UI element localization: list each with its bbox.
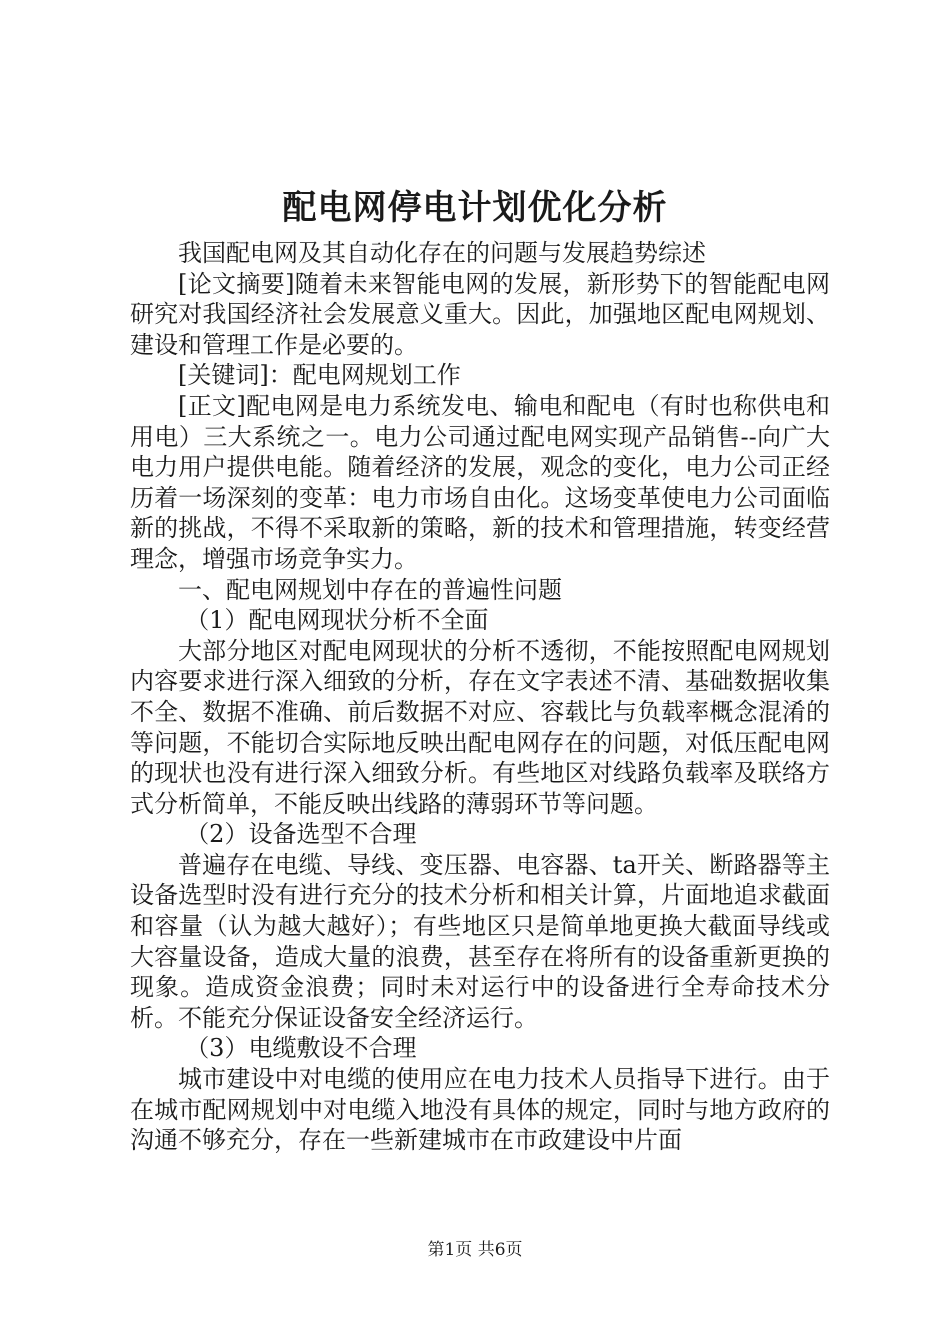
paragraph-main-text: [正文]配电网是电力系统发电、输电和配电（有时也称供电和用电）三大系统之一。电力公司通过配电网实现产品销售--向广大电力用户提供电能。随着经济的发展，观念的变化，电力公司正经历着一场深刻的变革：电力市场自由化。这场变革使电力公司面临新的挑战，不得不采取新的策略，新的技术和管理措施，转变经营理念，增强市场竞争实力。 (130, 391, 830, 573)
subsection-heading-1: （1）配电网现状分析不全面 (185, 606, 489, 635)
subsection-heading-3: （3）电缆敷设不合理 (185, 1034, 417, 1063)
paragraph-subtitle: 我国配电网及其自动化存在的问题与发展趋势综述 (178, 239, 706, 267)
section-heading-1: 一、配电网规划中存在的普遍性问题 (178, 575, 562, 604)
subsection-heading-2: （2）设备选型不合理 (185, 820, 417, 849)
document-title: 配电网停电计划优化分析 (282, 188, 668, 228)
paragraph-keywords: [关键词]：配电网规划工作 (178, 361, 461, 390)
paragraph-abstract: [论文摘要]随着未来智能电网的发展，新形势下的智能配电网研究对我国经济社会发展意义重大。因此，加强地区配电网规划、建设和管理工作是必要的。 (130, 269, 830, 359)
paragraph-status-analysis: 大部分地区对配电网现状的分析不透彻，不能按照配电网规划内容要求进行深入细致的分析，存在文字表述不清、基础数据收集不全、数据不准确、前后数据不对应、容载比与负载率概念混淆的等问题，不能切合实际地反映出配电网存在的问题，对低压配电网的现状也没有进行深入细致分析。有些地区对线路负载率及联络方式分析简单，不能反映出线路的薄弱环节等问题。 (130, 636, 830, 818)
page-footer: 第1页 共6页 (427, 1240, 523, 1260)
document-body (130, 238, 830, 1156)
paragraph-equipment-selection: 普遍存在电缆、导线、变压器、电容器、ta开关、断路器等主设备选型时没有进行充分的技术分析和相关计算，片面地追求截面和容量（认为越大越好）；有些地区只是简单地更换大截面导线或大容量设备，造成大量的浪费，甚至存在将所有的设备重新更换的现象。造成资金浪费；同时未对运行中的设备进行全寿命技术分析。不能充分保证设备安全经济运行。 (130, 850, 830, 1032)
paragraph-cable-laying: 城市建设中对电缆的使用应在电力技术人员指导下进行。由于在城市配网规划中对电缆入地没有具体的规定，同时与地方政府的沟通不够充分，存在一些新建城市在市政建设中片面 (130, 1065, 830, 1155)
